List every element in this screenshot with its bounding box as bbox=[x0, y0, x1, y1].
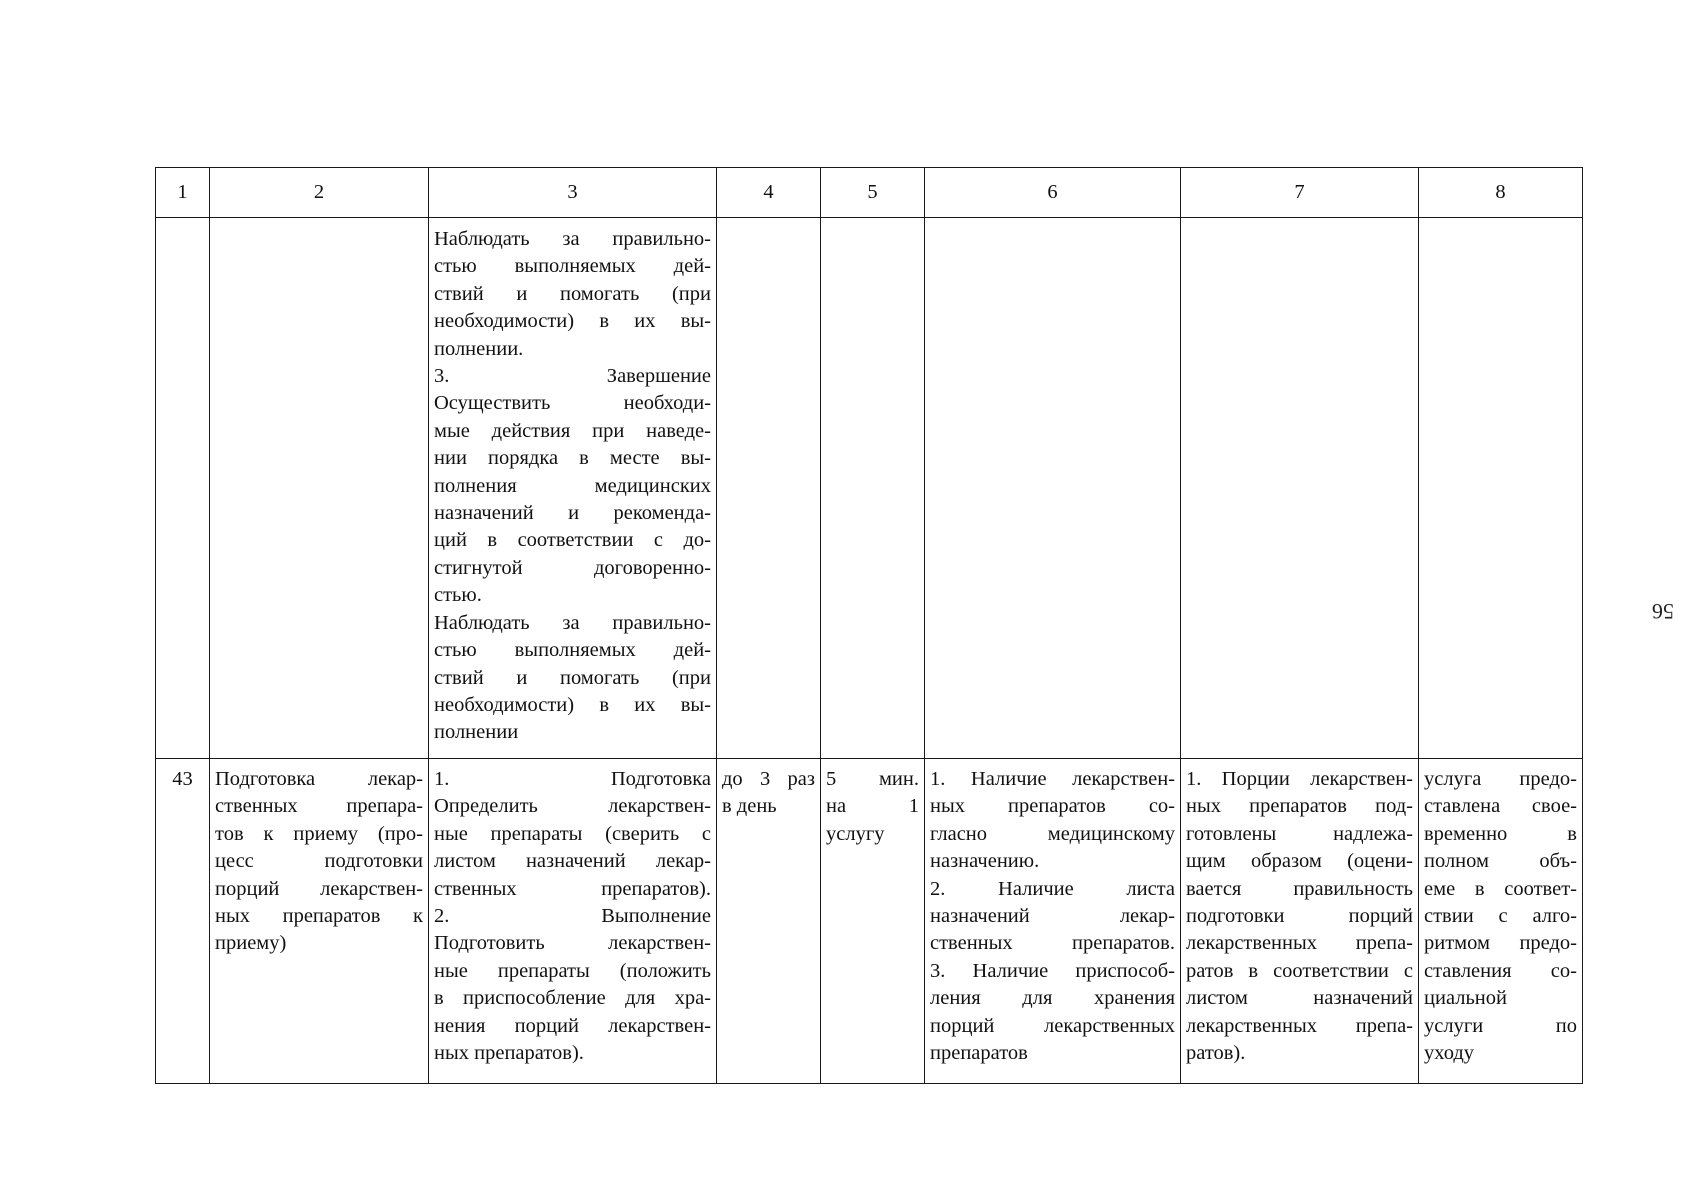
text-line: необходимости) в их вы- bbox=[434, 693, 711, 716]
text-line: временно в bbox=[1424, 822, 1577, 845]
text-line: Наблюдать за правильно- bbox=[434, 228, 711, 250]
text-line: Осуществить необходи- bbox=[434, 392, 711, 415]
text-line: назначений и рекоменда- bbox=[434, 502, 711, 525]
text-line: в день bbox=[722, 795, 777, 818]
text-line: назначений лекар- bbox=[930, 905, 1175, 928]
text-line: ритмом предо- bbox=[1424, 932, 1577, 955]
text-line: ные препараты (сверить с bbox=[434, 822, 711, 845]
cell-evaluation bbox=[1419, 759, 1583, 1084]
text-line: ных препаратов под- bbox=[1186, 795, 1413, 818]
text-line: готовлены надлежа- bbox=[1186, 822, 1413, 845]
text-line: 3. Завершение bbox=[434, 365, 711, 388]
text-line: Подготовить лекарствен- bbox=[434, 932, 711, 955]
header-col-1: 1 bbox=[156, 168, 210, 218]
cell-service-steps bbox=[429, 218, 717, 759]
text-line: на 1 bbox=[826, 795, 919, 818]
text-line: ственных препара- bbox=[215, 795, 423, 818]
text-line: ратов). bbox=[1186, 1042, 1246, 1065]
text-line: гласно медицинскому bbox=[930, 822, 1175, 845]
text-line: уходу bbox=[1424, 1042, 1475, 1065]
cell-service-name-empty bbox=[210, 218, 429, 759]
text-line: стью выполняемых дей- bbox=[434, 639, 711, 662]
text-line: ратов в соответствии с bbox=[1186, 959, 1413, 982]
text-line: листом назначений bbox=[1186, 987, 1413, 1010]
text-line: нения порций лекарствен- bbox=[434, 1014, 711, 1037]
text-line: стью. bbox=[434, 584, 482, 607]
text-line: ных препаратов со- bbox=[930, 795, 1175, 818]
text-line: стигнутой договоренно- bbox=[434, 556, 711, 579]
text-line: приему) bbox=[215, 932, 287, 955]
text-line: Подготовка лекар- bbox=[215, 768, 423, 790]
text-line: цесс подготовки bbox=[215, 850, 423, 873]
text-line: ставления со- bbox=[1424, 959, 1577, 982]
text-line: ствии с алго- bbox=[1424, 905, 1577, 928]
text-line: тов к приему (про- bbox=[215, 822, 423, 845]
text-line: ные препараты (положить bbox=[434, 959, 711, 982]
text-line: ций в соответствии с до- bbox=[434, 529, 711, 552]
service-steps-text bbox=[434, 766, 711, 1067]
duration-text bbox=[826, 766, 919, 848]
header-col-4: 4 bbox=[717, 168, 821, 218]
text-line: услуги по bbox=[1424, 1014, 1577, 1037]
cell-service-steps bbox=[429, 759, 717, 1084]
text-line: ственных препаратов. bbox=[930, 932, 1175, 955]
text-line: Определить лекарствен- bbox=[434, 795, 711, 818]
service-name-text bbox=[215, 766, 423, 958]
text-line: ствий и помогать (при bbox=[434, 666, 711, 689]
text-line: услугу bbox=[826, 822, 885, 845]
text-line: стью выполняемых дей- bbox=[434, 255, 711, 278]
text-line: подготовки порций bbox=[1186, 905, 1413, 928]
cell-frequency bbox=[717, 759, 821, 1084]
page-number: 56 bbox=[1652, 599, 1674, 624]
evaluation-text bbox=[1424, 766, 1577, 1067]
text-line: необходимости) в их вы- bbox=[434, 310, 711, 333]
text-line: нии порядка в месте вы- bbox=[434, 447, 711, 470]
cell-row-number: 43 bbox=[156, 759, 210, 1084]
text-line: лекарственных препа- bbox=[1186, 1014, 1413, 1037]
text-line: листом назначений лекар- bbox=[434, 850, 711, 873]
quality-text bbox=[1186, 766, 1413, 1067]
table-row-continued bbox=[156, 218, 1583, 759]
text-line: порций лекарствен- bbox=[215, 877, 423, 900]
text-line: мые действия при наведе- bbox=[434, 419, 711, 442]
text-line: назначению. bbox=[930, 850, 1040, 873]
text-line: полном объ- bbox=[1424, 850, 1577, 873]
header-col-7: 7 bbox=[1181, 168, 1419, 218]
text-line: Наблюдать за правильно- bbox=[434, 611, 711, 634]
header-col-6: 6 bbox=[925, 168, 1181, 218]
frequency-text bbox=[722, 766, 815, 821]
text-line: вается правильность bbox=[1186, 877, 1413, 900]
column-number-header-row bbox=[156, 168, 1583, 218]
text-line: 1. Подготовка bbox=[434, 768, 711, 790]
services-table bbox=[155, 167, 1583, 1084]
cell-conditions bbox=[925, 759, 1181, 1084]
text-line: ления для хранения bbox=[930, 987, 1175, 1010]
text-line: циальной bbox=[1424, 987, 1507, 1010]
cell-quality bbox=[1181, 759, 1419, 1084]
cell-frequency-empty bbox=[717, 218, 821, 759]
text-line: порций лекарственных bbox=[930, 1014, 1175, 1037]
text-line: ственных препаратов). bbox=[434, 877, 711, 900]
text-line: щим образом (оцени- bbox=[1186, 850, 1413, 873]
text-line: в приспособление для хра- bbox=[434, 987, 711, 1010]
text-line: лекарственных препа- bbox=[1186, 932, 1413, 955]
text-line: ных препаратов к bbox=[215, 905, 423, 928]
text-line: 1. Порции лекарствен- bbox=[1186, 768, 1413, 790]
text-line: 2. Выполнение bbox=[434, 905, 711, 928]
text-line: 2. Наличие листа bbox=[930, 877, 1175, 900]
text-line: полнения медицинских bbox=[434, 474, 711, 497]
header-col-8: 8 bbox=[1419, 168, 1583, 218]
conditions-text bbox=[930, 766, 1175, 1067]
text-line: препаратов bbox=[930, 1042, 1028, 1065]
text-line: 3. Наличие приспособ- bbox=[930, 959, 1175, 982]
header-col-5: 5 bbox=[821, 168, 925, 218]
cell-duration bbox=[821, 759, 925, 1084]
text-line: еме в соответ- bbox=[1424, 877, 1577, 900]
cell-service-name bbox=[210, 759, 429, 1084]
text-line: 5 мин. bbox=[826, 768, 919, 790]
header-col-3: 3 bbox=[429, 168, 717, 218]
header-col-2: 2 bbox=[210, 168, 429, 218]
cell-evaluation-empty bbox=[1419, 218, 1583, 759]
text-line: до 3 раз bbox=[722, 768, 815, 790]
text-line: ствий и помогать (при bbox=[434, 282, 711, 305]
cell-duration-empty bbox=[821, 218, 925, 759]
text-line: полнении bbox=[434, 721, 519, 744]
text-line: ставлена свое- bbox=[1424, 795, 1577, 818]
service-steps-text bbox=[434, 226, 711, 747]
cell-conditions-empty bbox=[925, 218, 1181, 759]
text-line: услуга предо- bbox=[1424, 768, 1577, 790]
text-line: полнении. bbox=[434, 337, 524, 360]
cell-quality-empty bbox=[1181, 218, 1419, 759]
text-line: ных препаратов). bbox=[434, 1042, 584, 1065]
cell-number-empty bbox=[156, 218, 210, 759]
table-row bbox=[156, 759, 1583, 1084]
text-line: 1. Наличие лекарствен- bbox=[930, 768, 1175, 790]
